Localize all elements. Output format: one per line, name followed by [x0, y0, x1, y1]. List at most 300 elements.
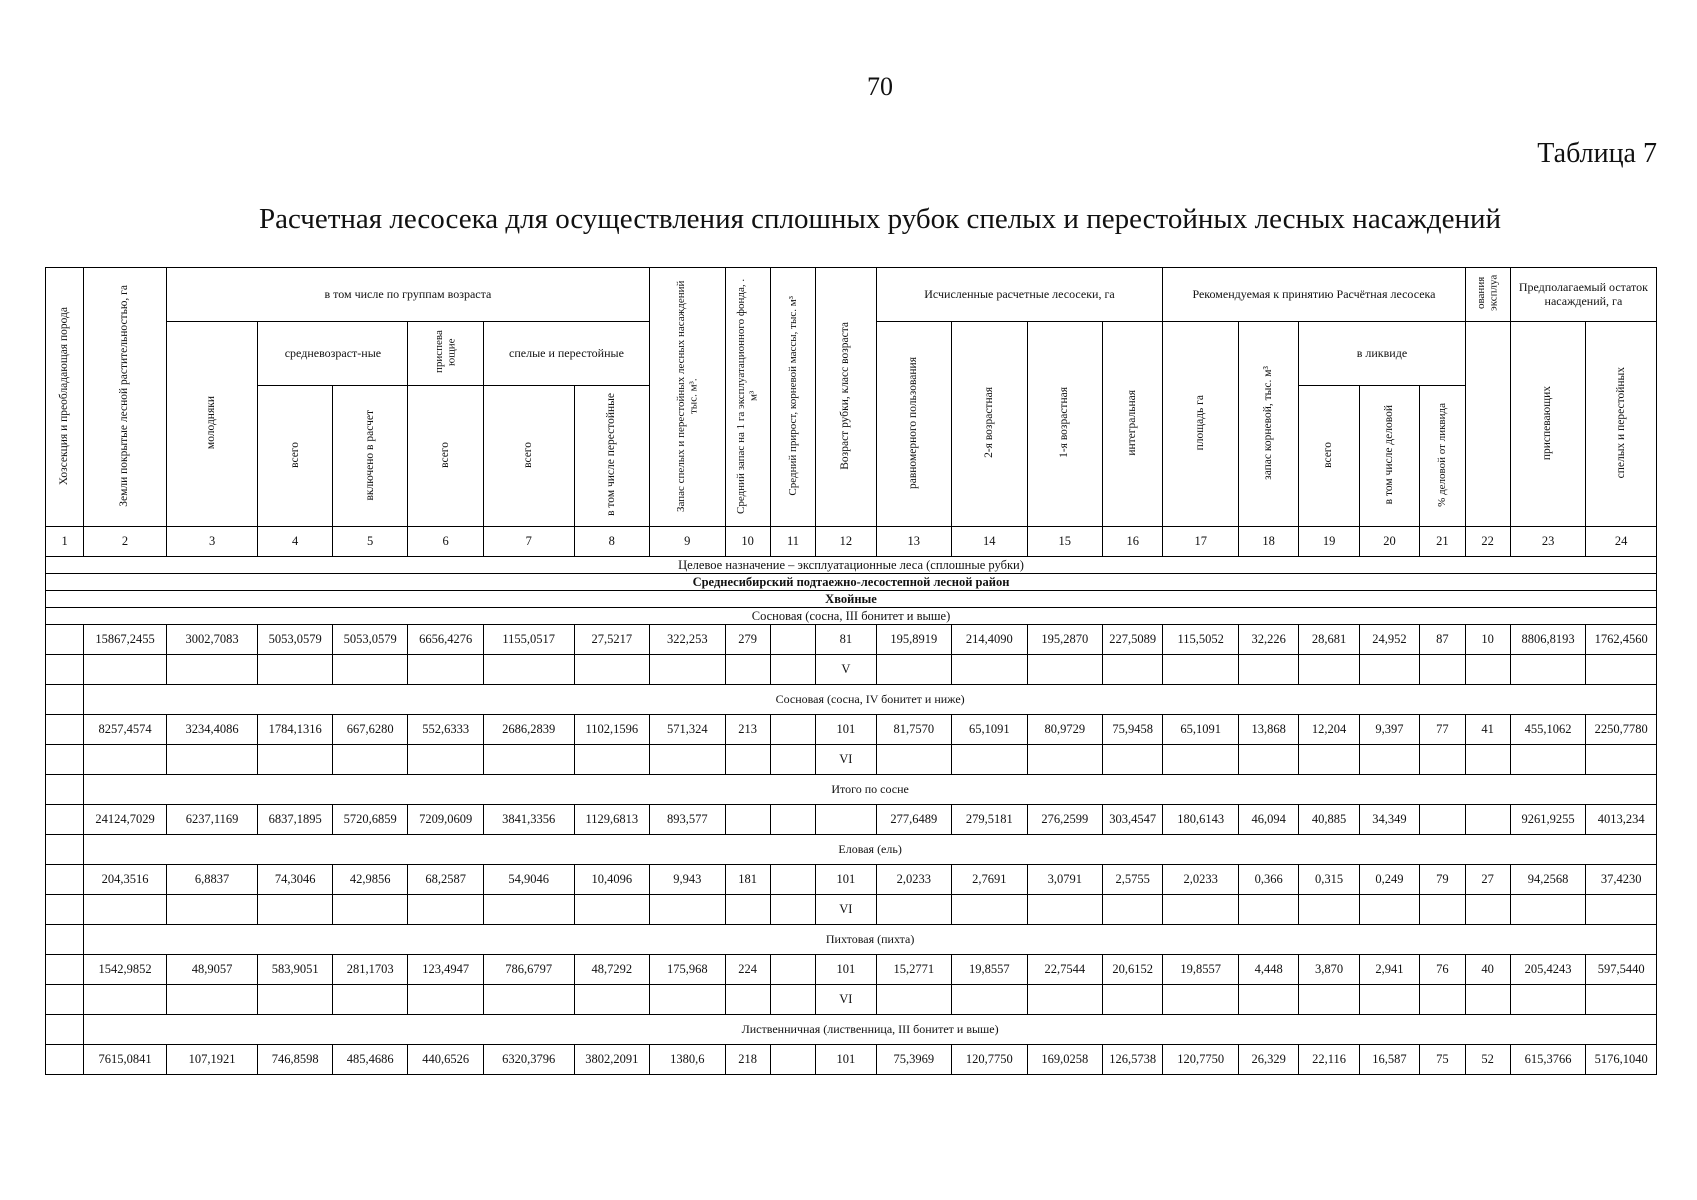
- header-c3: молодняки: [166, 322, 258, 527]
- table-cell: 41: [1465, 715, 1510, 745]
- table-cell: [952, 895, 1028, 925]
- table-cell: [1359, 895, 1419, 925]
- species-label: Еловая (ель): [84, 835, 1657, 865]
- table-cell: 181: [725, 865, 770, 895]
- table-cell: [952, 655, 1028, 685]
- table-cell: 9,943: [650, 865, 726, 895]
- table-cell: 571,324: [650, 715, 726, 745]
- table-cell: 107,1921: [166, 1045, 258, 1075]
- table-cell: 7209,0609: [408, 805, 484, 835]
- header-c1: Хозсекция и преобладающая порода: [46, 268, 84, 527]
- table-cell: [770, 1045, 815, 1075]
- table-cell: [332, 655, 408, 685]
- table-cell: 15,2771: [876, 955, 952, 985]
- table-cell: 42,9856: [332, 865, 408, 895]
- header-c21: % деловой от ликвида: [1420, 386, 1465, 527]
- header-c20: в том числе деловой: [1359, 386, 1419, 527]
- table-cell: 101: [816, 1045, 876, 1075]
- column-number-row: [46, 527, 1657, 557]
- table-cell: 74,3046: [258, 865, 333, 895]
- table-cell: [84, 745, 167, 775]
- table-cell: 218: [725, 1045, 770, 1075]
- table-cell: 28,681: [1299, 625, 1359, 655]
- table-cell: 2,0233: [1163, 865, 1239, 895]
- table-cell: [258, 985, 333, 1015]
- table-cell: 6656,4276: [408, 625, 484, 655]
- table-cell: 8806,8193: [1510, 625, 1586, 655]
- table-cell: 15867,2455: [84, 625, 167, 655]
- header-c8: в том числе перестойные: [574, 386, 650, 527]
- table-cell: 205,4243: [1510, 955, 1586, 985]
- species-label: Сосновая (сосна, III бонитет и выше): [46, 608, 1657, 625]
- table-cell: 16,587: [1359, 1045, 1419, 1075]
- table-cell: 2250,7780: [1586, 715, 1657, 745]
- table-cell: 9,397: [1359, 715, 1419, 745]
- table-cell: 281,1703: [332, 955, 408, 985]
- table-cell: [84, 985, 167, 1015]
- table-cell: [1027, 655, 1103, 685]
- table-cell: 80,9729: [1027, 715, 1103, 745]
- header-recommended: Рекомендуемая к принятию Расчётная лесосека: [1163, 268, 1465, 322]
- table-cell: 276,2599: [1027, 805, 1103, 835]
- table-cell: [46, 985, 84, 1015]
- column-number: 9: [650, 527, 726, 557]
- table-cell: [1027, 985, 1103, 1015]
- age-class-cell: VI: [816, 895, 876, 925]
- table-cell: [1465, 895, 1510, 925]
- table-cell: [408, 745, 484, 775]
- table-cell: 195,2870: [1027, 625, 1103, 655]
- species-label: Итого по сосне: [84, 775, 1657, 805]
- column-number: 15: [1027, 527, 1103, 557]
- table-cell: [1586, 985, 1657, 1015]
- table-cell: [1299, 655, 1359, 685]
- header-row-1: [46, 268, 1657, 322]
- table-cell: [725, 655, 770, 685]
- table-cell: 2,941: [1359, 955, 1419, 985]
- column-number: 17: [1163, 527, 1239, 557]
- table-cell: [1420, 895, 1465, 925]
- table-cell: [770, 985, 815, 1015]
- table-cell: 40,885: [1299, 805, 1359, 835]
- table-cell: 1102,1596: [574, 715, 650, 745]
- table-cell: [574, 985, 650, 1015]
- table-cell: 65,1091: [1163, 715, 1239, 745]
- table-cell: [1238, 745, 1298, 775]
- table-cell: [1420, 805, 1465, 835]
- table-cell: 115,5052: [1163, 625, 1239, 655]
- table-cell: 195,8919: [876, 625, 952, 655]
- table-cell: 10: [1465, 625, 1510, 655]
- table-cell: 0,315: [1299, 865, 1359, 895]
- table-cell: [1510, 895, 1586, 925]
- table-cell: 583,9051: [258, 955, 333, 985]
- table-cell: [1238, 985, 1298, 1015]
- column-number: 7: [483, 527, 574, 557]
- table-cell: [1163, 745, 1239, 775]
- table-cell: [46, 715, 84, 745]
- table-cell: [1238, 895, 1298, 925]
- column-number: 13: [876, 527, 952, 557]
- table-cell: [1359, 745, 1419, 775]
- table-cell: 4,448: [1238, 955, 1298, 985]
- table-cell: 81,7570: [876, 715, 952, 745]
- data-row: [46, 625, 1657, 655]
- table-cell: [1465, 985, 1510, 1015]
- table-cell: 22,116: [1299, 1045, 1359, 1075]
- table-cell: 3,0791: [1027, 865, 1103, 895]
- header-c15: 1-я возрастная: [1027, 322, 1103, 527]
- age-class-cell: VI: [816, 745, 876, 775]
- header-liquid: в ликвиде: [1299, 322, 1465, 386]
- data-row: [46, 955, 1657, 985]
- table-cell: 120,7750: [1163, 1045, 1239, 1075]
- table-cell: 123,4947: [408, 955, 484, 985]
- table-cell: 120,7750: [952, 1045, 1028, 1075]
- column-number: 19: [1299, 527, 1359, 557]
- species-label-row: [46, 925, 1657, 955]
- table-cell: 10,4096: [574, 865, 650, 895]
- header-maturing: приспева ющие: [408, 322, 484, 386]
- table-cell: [770, 655, 815, 685]
- header-c18: запас корневой, тыс. м³: [1238, 322, 1298, 527]
- data-row: [46, 805, 1657, 835]
- column-number: 5: [332, 527, 408, 557]
- table-cell: 0,366: [1238, 865, 1298, 895]
- species-label-lead: [46, 1015, 84, 1045]
- table-cell: [816, 805, 876, 835]
- table-cell: 1542,9852: [84, 955, 167, 985]
- table-cell: [770, 745, 815, 775]
- header-c22-body: [1465, 322, 1510, 527]
- table-cell: 32,226: [1238, 625, 1298, 655]
- table-cell: 19,8557: [952, 955, 1028, 985]
- page-number: 70: [867, 72, 893, 101]
- table-cell: 746,8598: [258, 1045, 333, 1075]
- table-cell: 227,5089: [1103, 625, 1163, 655]
- table-cell: 6,8837: [166, 865, 258, 895]
- table-cell: 24124,7029: [84, 805, 167, 835]
- table-cell: [1027, 745, 1103, 775]
- header-middle-aged: средневозраст-ные: [258, 322, 408, 386]
- species-label-lead: [46, 685, 84, 715]
- table-cell: [725, 805, 770, 835]
- species-label-row: [46, 685, 1657, 715]
- table-cell: [1299, 745, 1359, 775]
- table-cell: [876, 655, 952, 685]
- table-cell: [574, 745, 650, 775]
- table-cell: 24,952: [1359, 625, 1419, 655]
- table-cell: [258, 655, 333, 685]
- table-cell: [46, 895, 84, 925]
- table-cell: 40: [1465, 955, 1510, 985]
- table-cell: 3841,3356: [483, 805, 574, 835]
- table-cell: 101: [816, 955, 876, 985]
- table-cell: 2,5755: [1103, 865, 1163, 895]
- table-cell: 12,204: [1299, 715, 1359, 745]
- table-cell: [1465, 745, 1510, 775]
- table-cell: [408, 895, 484, 925]
- column-number: 12: [816, 527, 876, 557]
- table-cell: 169,0258: [1027, 1045, 1103, 1075]
- table-cell: 322,253: [650, 625, 726, 655]
- table-cell: [408, 985, 484, 1015]
- table-cell: 485,4686: [332, 1045, 408, 1075]
- data-row: [46, 715, 1657, 745]
- table-cell: 54,9046: [483, 865, 574, 895]
- table-cell: 46,094: [1238, 805, 1298, 835]
- table-cell: 2,7691: [952, 865, 1028, 895]
- table-cell: 277,6489: [876, 805, 952, 835]
- table-cell: [876, 985, 952, 1015]
- table-cell: [770, 865, 815, 895]
- table-cell: [483, 895, 574, 925]
- species-label-row: [46, 1015, 1657, 1045]
- table-cell: [1586, 745, 1657, 775]
- table-cell: 13,868: [1238, 715, 1298, 745]
- age-class-cell: VI: [816, 985, 876, 1015]
- table-cell: [876, 895, 952, 925]
- column-number: 22: [1465, 527, 1510, 557]
- column-number: 20: [1359, 527, 1419, 557]
- header-c4: всего: [258, 386, 333, 527]
- species-label-lead: [46, 835, 84, 865]
- column-number: 16: [1103, 527, 1163, 557]
- table-cell: [1510, 985, 1586, 1015]
- column-number: 11: [770, 527, 815, 557]
- table-cell: 5053,0579: [258, 625, 333, 655]
- table-cell: 279,5181: [952, 805, 1028, 835]
- table-cell: 7615,0841: [84, 1045, 167, 1075]
- header-c2: Земли покрытые лесной растительностью, га: [84, 268, 167, 527]
- table-cell: [770, 625, 815, 655]
- age-class-row: [46, 895, 1657, 925]
- table-cell: [46, 1045, 84, 1075]
- table-cell: [876, 745, 952, 775]
- table-cell: 3802,2091: [574, 1045, 650, 1075]
- table-cell: 81: [816, 625, 876, 655]
- table-cell: 20,6152: [1103, 955, 1163, 985]
- table-cell: 6237,1169: [166, 805, 258, 835]
- table-cell: 94,2568: [1510, 865, 1586, 895]
- table-cell: 213: [725, 715, 770, 745]
- table-cell: [1163, 895, 1239, 925]
- table-cell: 3,870: [1299, 955, 1359, 985]
- table-cell: [46, 625, 84, 655]
- header-c17: площадь га: [1163, 322, 1239, 527]
- table-cell: 440,6526: [408, 1045, 484, 1075]
- table-cell: [650, 655, 726, 685]
- table-cell: 27,5217: [574, 625, 650, 655]
- header-c14: 2-я возрастная: [952, 322, 1028, 527]
- table-cell: [725, 985, 770, 1015]
- table-cell: 5176,1040: [1586, 1045, 1657, 1075]
- table-cell: 79: [1420, 865, 1465, 895]
- table-cell: 5720,6859: [332, 805, 408, 835]
- table-cell: [770, 715, 815, 745]
- section-conifers: Хвойные: [46, 591, 1657, 608]
- table-cell: [725, 895, 770, 925]
- table-cell: 6320,3796: [483, 1045, 574, 1075]
- table-cell: 68,2587: [408, 865, 484, 895]
- table-cell: 3002,7083: [166, 625, 258, 655]
- column-number: 6: [408, 527, 484, 557]
- species-label-row: [46, 835, 1657, 865]
- table-cell: 77: [1420, 715, 1465, 745]
- table-cell: [1103, 985, 1163, 1015]
- age-class-row: [46, 655, 1657, 685]
- column-number: 21: [1420, 527, 1465, 557]
- table-cell: 214,4090: [952, 625, 1028, 655]
- table-cell: [1299, 895, 1359, 925]
- table-cell: [725, 745, 770, 775]
- table-cell: [952, 985, 1028, 1015]
- table-cell: [1359, 655, 1419, 685]
- table-cell: [46, 805, 84, 835]
- table-cell: [408, 655, 484, 685]
- table-cell: 0,249: [1359, 865, 1419, 895]
- age-class-cell: V: [816, 655, 876, 685]
- table-cell: [258, 895, 333, 925]
- table-cell: 2,0233: [876, 865, 952, 895]
- header-c16: интегральная: [1103, 322, 1163, 527]
- table-cell: [483, 655, 574, 685]
- header-c9: Запас спелых и перестойных лесных насаждений тыс. м³.: [650, 268, 726, 527]
- table-cell: 303,4547: [1103, 805, 1163, 835]
- table-cell: [1586, 895, 1657, 925]
- table-label: Таблица 7: [1537, 138, 1657, 169]
- column-number: 3: [166, 527, 258, 557]
- table-cell: 9261,9255: [1510, 805, 1586, 835]
- table-cell: 75,9458: [1103, 715, 1163, 745]
- header-mature: спелые и перестойные: [483, 322, 649, 386]
- table-cell: [84, 895, 167, 925]
- table-cell: [483, 985, 574, 1015]
- table-cell: [1420, 985, 1465, 1015]
- table-cell: 3234,4086: [166, 715, 258, 745]
- table-cell: 1380,6: [650, 1045, 726, 1075]
- table-cell: 26,329: [1238, 1045, 1298, 1075]
- table-cell: [650, 985, 726, 1015]
- species-label: Лиственничная (лиственница, III бонитет и выше): [84, 1015, 1657, 1045]
- section-region: Среднесибирский подтаежно-лесостепной лесной район: [46, 574, 1657, 591]
- table-cell: 48,9057: [166, 955, 258, 985]
- table-cell: 27: [1465, 865, 1510, 895]
- table-cell: 52: [1465, 1045, 1510, 1075]
- column-number: 23: [1510, 527, 1586, 557]
- table-cell: [46, 745, 84, 775]
- table-cell: [166, 745, 258, 775]
- table-cell: [1510, 655, 1586, 685]
- table-cell: 126,5738: [1103, 1045, 1163, 1075]
- header-c10: Средний запас на 1 га эксплуатационного фонда, . м³: [725, 268, 770, 527]
- table-cell: [46, 865, 84, 895]
- table-cell: 615,3766: [1510, 1045, 1586, 1075]
- document-title: Расчетная лесосека для осуществления сплошных рубок спелых и перестойных лесных насаждений: [258, 203, 1502, 235]
- header-groups-by-age: в том числе по группам возраста: [166, 268, 649, 322]
- header-c13: равномерного пользования: [876, 322, 952, 527]
- table-cell: [952, 745, 1028, 775]
- species-label-lead: [46, 925, 84, 955]
- table-cell: [332, 895, 408, 925]
- table-cell: [1238, 655, 1298, 685]
- table-cell: [1103, 745, 1163, 775]
- table-cell: 65,1091: [952, 715, 1028, 745]
- column-number: 2: [84, 527, 167, 557]
- table-cell: 1762,4560: [1586, 625, 1657, 655]
- table-cell: 101: [816, 865, 876, 895]
- table-cell: [166, 985, 258, 1015]
- column-number: 18: [1238, 527, 1298, 557]
- species-label: Пихтовая (пихта): [84, 925, 1657, 955]
- section-purpose: Целевое назначение – эксплуатационные леса (сплошные рубки): [46, 557, 1657, 574]
- table-cell: [1420, 745, 1465, 775]
- table-cell: [650, 895, 726, 925]
- table-cell: [1103, 655, 1163, 685]
- table-cell: [166, 895, 258, 925]
- table-cell: 180,6143: [1163, 805, 1239, 835]
- table-cell: [46, 655, 84, 685]
- table-cell: 6837,1895: [258, 805, 333, 835]
- table-cell: [574, 655, 650, 685]
- table-cell: [1510, 745, 1586, 775]
- data-row: [46, 865, 1657, 895]
- header-c12: Возраст рубки, класс возраста: [816, 268, 876, 527]
- table-cell: [1299, 985, 1359, 1015]
- species-label: Сосновая (сосна, IV бонитет и ниже): [84, 685, 1657, 715]
- column-number: 14: [952, 527, 1028, 557]
- column-number: 8: [574, 527, 650, 557]
- table-cell: 667,6280: [332, 715, 408, 745]
- table-cell: [166, 655, 258, 685]
- table-cell: 75,3969: [876, 1045, 952, 1075]
- species-label-lead: [46, 775, 84, 805]
- table-cell: 175,968: [650, 955, 726, 985]
- table-cell: [650, 745, 726, 775]
- table-cell: [84, 655, 167, 685]
- table-cell: 1155,0517: [483, 625, 574, 655]
- table-cell: 786,6797: [483, 955, 574, 985]
- table-cell: [1027, 895, 1103, 925]
- table-cell: 22,7544: [1027, 955, 1103, 985]
- header-c5: включено в расчет: [332, 386, 408, 527]
- table-cell: [1586, 655, 1657, 685]
- table-cell: 101: [816, 715, 876, 745]
- table-cell: 204,3516: [84, 865, 167, 895]
- table-cell: 279: [725, 625, 770, 655]
- species-label-row: [46, 775, 1657, 805]
- table-cell: [1420, 655, 1465, 685]
- column-number: 24: [1586, 527, 1657, 557]
- cutting-area-table: [45, 267, 1657, 1075]
- table-cell: [770, 895, 815, 925]
- table-cell: 8257,4574: [84, 715, 167, 745]
- table-cell: 34,349: [1359, 805, 1419, 835]
- table-cell: 1129,6813: [574, 805, 650, 835]
- table-cell: 5053,0579: [332, 625, 408, 655]
- column-number: 1: [46, 527, 84, 557]
- table-cell: [770, 805, 815, 835]
- table-cell: [1163, 985, 1239, 1015]
- header-c19: всего: [1299, 386, 1359, 527]
- table-cell: [770, 955, 815, 985]
- header-c11: Средний прирост, корневой массы, тыс. м³: [770, 268, 815, 527]
- table-cell: 1784,1316: [258, 715, 333, 745]
- table-cell: 893,577: [650, 805, 726, 835]
- age-class-row: [46, 745, 1657, 775]
- table-cell: 2686,2839: [483, 715, 574, 745]
- table-cell: [1103, 895, 1163, 925]
